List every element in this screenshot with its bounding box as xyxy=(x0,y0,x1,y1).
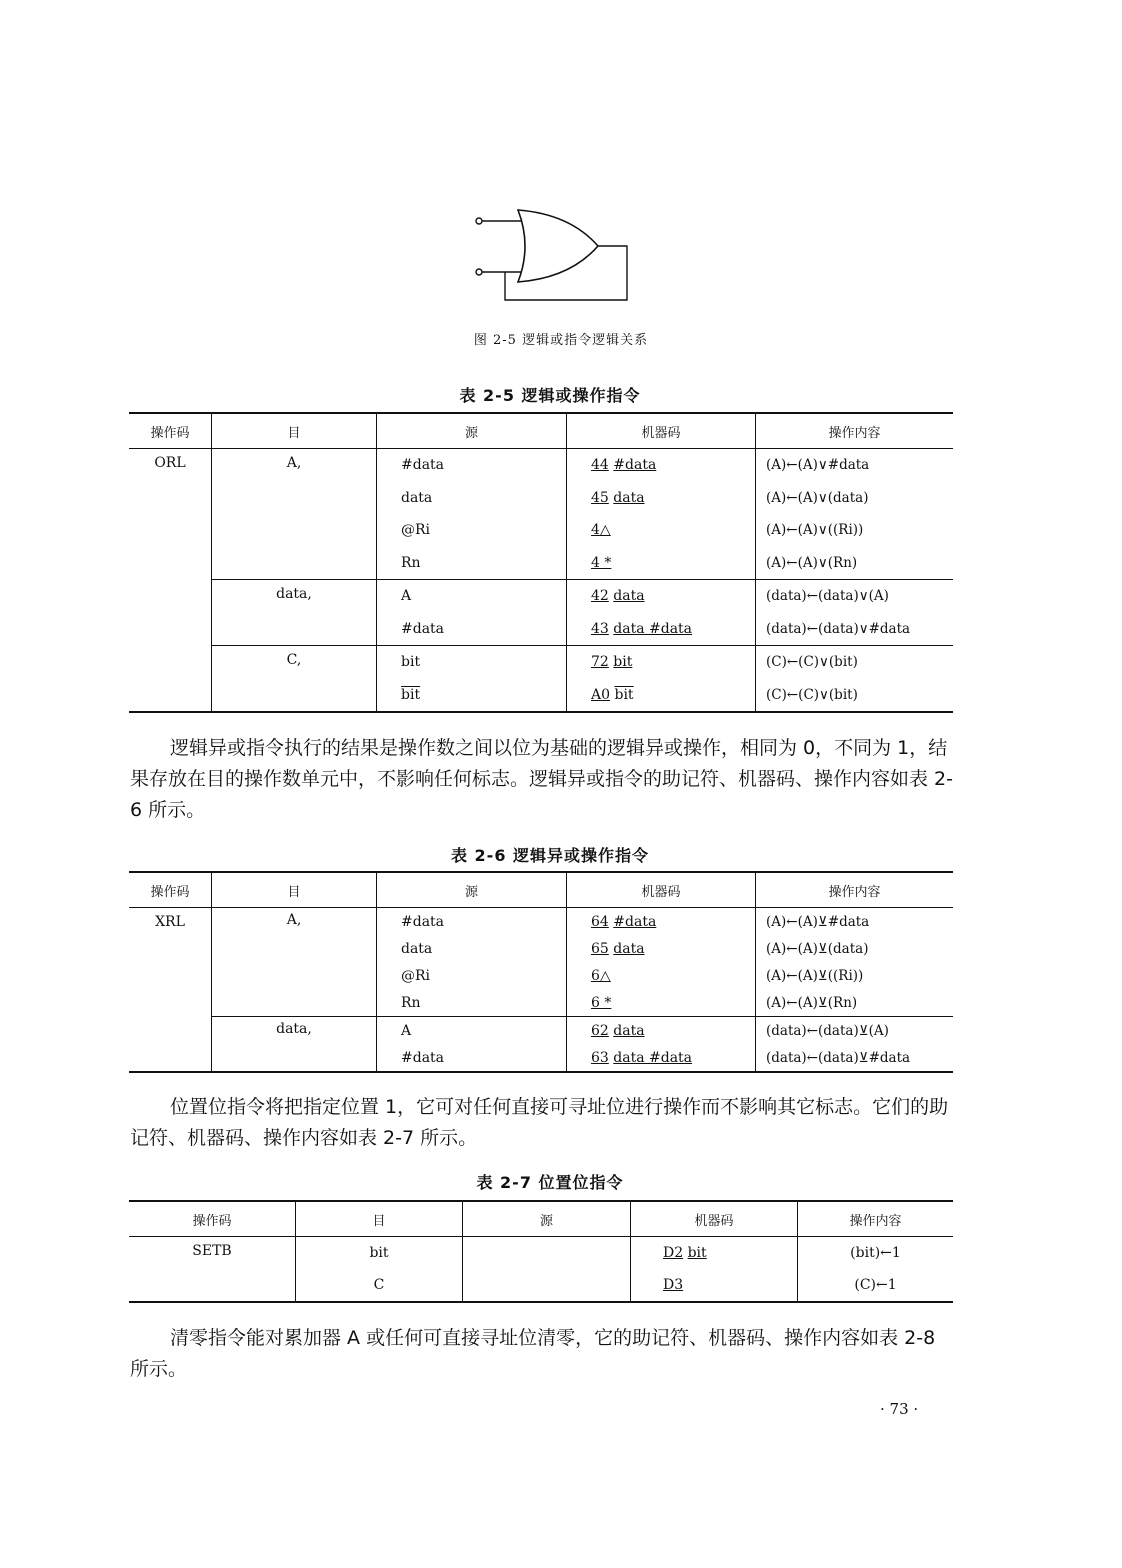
table-header-row xyxy=(129,413,953,449)
operation-cell: (A)←(A)∨(data) xyxy=(756,482,954,515)
dest-cell: data, xyxy=(212,1017,377,1073)
header-opcode: 操作码 xyxy=(129,872,212,908)
operation-cell: (C)←1 xyxy=(798,1269,954,1302)
code-cell: 44 #data xyxy=(567,449,756,482)
operation-cell: (data)←(data)∨#data xyxy=(756,613,954,646)
code-cell: 6 * xyxy=(567,989,756,1017)
source-cell: data xyxy=(377,935,567,962)
header-dest: 目 xyxy=(296,1201,463,1237)
code-cell: 6△ xyxy=(567,962,756,989)
table-row xyxy=(129,646,953,679)
operation-cell: (C)←(C)∨(bit) xyxy=(756,679,954,713)
header-machine-code: 机器码 xyxy=(567,413,756,449)
dest-cell: A, xyxy=(212,449,377,580)
source-cell: data xyxy=(377,482,567,515)
table-row xyxy=(129,1017,953,1045)
table-row xyxy=(129,1237,953,1270)
header-dest: 目 xyxy=(212,872,377,908)
or-gate-body xyxy=(518,210,598,282)
table-2-7-caption: 表 2-7 位置位指令 xyxy=(476,1173,624,1192)
header-operation: 操作内容 xyxy=(756,872,954,908)
table-row xyxy=(129,580,953,613)
operation-cell: (A)←(A)∨((Ri)) xyxy=(756,514,954,547)
code-cell: D3 xyxy=(631,1269,798,1302)
source-cell: @Ri xyxy=(377,962,567,989)
source-cell: @Ri xyxy=(377,514,567,547)
table-row xyxy=(129,449,953,482)
code-cell: 63 data #data xyxy=(567,1044,756,1072)
source-cell: bit xyxy=(377,646,567,679)
opcode-cell: XRL xyxy=(155,914,185,930)
header-source: 源 xyxy=(463,1201,631,1237)
paragraph-xrl-intro: 逻辑异或指令执行的结果是操作数之间以位为基础的逻辑异或操作，相同为 0，不同为 1，结果存放在目的操作数单元中，不影响任何标志。逻辑异或指令的助记符、机器码、操作内容如表 2-6 所示。 xyxy=(130,737,953,821)
code-cell: 4△ xyxy=(567,514,756,547)
code-cell: A0 $\overline{bit}$ xyxy=(567,679,756,713)
source-cell: #data xyxy=(377,449,567,482)
source-cell: Rn xyxy=(377,547,567,580)
operation-cell: (data)←(data)⊻(A) xyxy=(756,1017,954,1045)
header-operation: 操作内容 xyxy=(756,413,954,449)
code-cell: 62 data xyxy=(567,1017,756,1045)
code-cell: 64 #data xyxy=(567,908,756,936)
code-cell: 42 data xyxy=(567,580,756,613)
source-cell xyxy=(463,1269,631,1302)
source-cell: $\overline{bit}$ xyxy=(377,679,567,713)
operation-cell: (A)←(A)⊻(data) xyxy=(756,935,954,962)
input-terminal-2 xyxy=(476,269,482,275)
opcode-cell: SETB xyxy=(192,1243,232,1259)
dest-cell: A, xyxy=(212,908,377,1017)
table-header-row xyxy=(129,1201,953,1237)
source-cell: #data xyxy=(377,908,567,936)
dest-cell: data, xyxy=(212,580,377,646)
page-number: · 73 · xyxy=(880,1400,919,1418)
or-gate-diagram xyxy=(470,200,640,310)
source-cell: #data xyxy=(377,613,567,646)
source-cell xyxy=(463,1237,631,1270)
code-cell: D2 bit xyxy=(631,1237,798,1270)
header-source: 源 xyxy=(377,872,567,908)
operation-cell: (bit)←1 xyxy=(798,1237,954,1270)
paragraph-setb-intro: 位置位指令将把指定位置 1，它可对任何直接可寻址位进行操作而不影响其它标志。它们的助记符、机器码、操作内容如表 2-7 所示。 xyxy=(130,1096,949,1149)
source-cell: Rn xyxy=(377,989,567,1017)
header-machine-code: 机器码 xyxy=(631,1201,798,1237)
code-cell: 4 * xyxy=(567,547,756,580)
code-cell: 45 data xyxy=(567,482,756,515)
feedback-wire xyxy=(505,246,627,300)
operation-cell: (A)←(A)∨#data xyxy=(756,449,954,482)
input-terminal-1 xyxy=(476,218,482,224)
paragraph-clr-intro: 清零指令能对累加器 A 或任何可直接寻址位清零，它的助记符、机器码、操作内容如表 2-8 所示。 xyxy=(130,1327,936,1380)
code-cell: 65 data xyxy=(567,935,756,962)
table-2-7 xyxy=(129,1200,953,1303)
operation-cell: (A)←(A)⊻#data xyxy=(756,908,954,936)
table-header-row xyxy=(129,872,953,908)
source-cell: #data xyxy=(377,1044,567,1072)
operation-cell: (A)←(A)∨(Rn) xyxy=(756,547,954,580)
dest-cell: C xyxy=(296,1269,463,1302)
header-opcode: 操作码 xyxy=(129,413,212,449)
source-cell: A xyxy=(377,580,567,613)
header-operation: 操作内容 xyxy=(798,1201,954,1237)
opcode-cell: ORL xyxy=(154,455,186,471)
dest-cell: C, xyxy=(212,646,377,713)
header-opcode: 操作码 xyxy=(129,1201,296,1237)
table-2-6 xyxy=(129,871,953,1073)
table-row xyxy=(129,908,953,936)
table-2-5 xyxy=(129,412,953,713)
operation-cell: (C)←(C)∨(bit) xyxy=(756,646,954,679)
header-source: 源 xyxy=(377,413,567,449)
table-2-6-caption: 表 2-6 逻辑异或操作指令 xyxy=(450,846,650,865)
operation-cell: (data)←(data)⊻#data xyxy=(756,1044,954,1072)
header-dest: 目 xyxy=(212,413,377,449)
code-cell: 72 bit xyxy=(567,646,756,679)
table-2-5-caption: 表 2-5 逻辑或操作指令 xyxy=(459,386,641,405)
operation-cell: (data)←(data)∨(A) xyxy=(756,580,954,613)
figure-caption: 图 2-5 逻辑或指令逻辑关系 xyxy=(473,333,649,348)
operation-cell: (A)←(A)⊻(Rn) xyxy=(756,989,954,1017)
dest-cell: bit xyxy=(296,1237,463,1270)
operation-cell: (A)←(A)⊻((Ri)) xyxy=(756,962,954,989)
header-machine-code: 机器码 xyxy=(567,872,756,908)
source-cell: A xyxy=(377,1017,567,1045)
code-cell: 43 data #data xyxy=(567,613,756,646)
